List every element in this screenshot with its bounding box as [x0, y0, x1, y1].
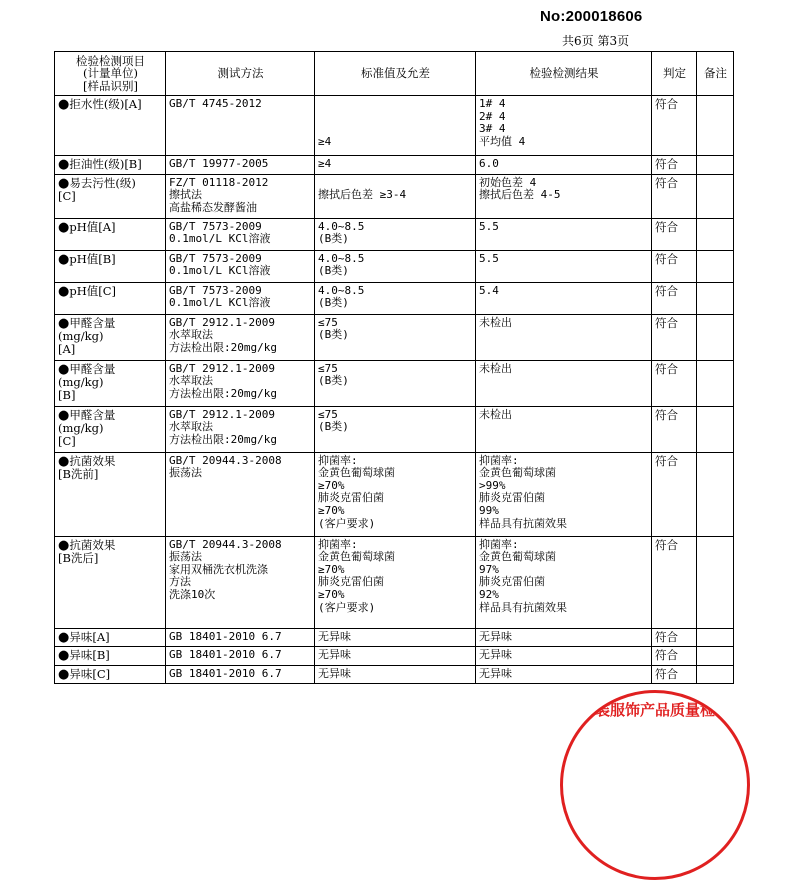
item-label: 异味[B] [69, 648, 110, 663]
bullet-icon: ● [58, 219, 70, 235]
table-row [55, 314, 734, 360]
cell-result: 5.5 [476, 250, 652, 282]
cell-item [55, 536, 166, 628]
cell-verdict: 符合 [652, 314, 697, 360]
table-row [55, 360, 734, 406]
cell-verdict: 符合 [652, 647, 697, 666]
cell-result: 无异味 [476, 647, 652, 666]
page-info: 共6页 第3页 [562, 34, 630, 48]
cell-standard: ≤75 (B类) [315, 406, 476, 452]
cell-item [55, 665, 166, 684]
cell-result: 抑菌率: 金黄色葡萄球菌 >99% 肺炎克雷伯菌 99% 样品具有抗菌效果 [476, 452, 652, 536]
cell-standard: 抑菌率: 金黄色葡萄球菌 ≥70% 肺炎克雷伯菌 ≥70% (客户要求) [315, 452, 476, 536]
cell-verdict: 符合 [652, 96, 697, 156]
item-label: pH值[B] [69, 251, 116, 266]
stamp-text: …装服饰产品质量检… [579, 701, 730, 719]
cell-item [55, 174, 166, 218]
cell-result: 5.5 [476, 218, 652, 250]
table-row [55, 96, 734, 156]
cell-standard: 无异味 [315, 665, 476, 684]
report-number: No:200018606 [540, 8, 643, 25]
cell-remark [697, 174, 734, 218]
cell-verdict: 符合 [652, 536, 697, 628]
cell-item [55, 452, 166, 536]
bullet-icon: ● [58, 453, 70, 469]
cell-remark [697, 647, 734, 666]
cell-verdict: 符合 [652, 360, 697, 406]
cell-standard: 无异味 [315, 628, 476, 647]
cell-method: FZ/T 01118-2012 擦拭法 高盐稀态发酵酱油 [166, 174, 315, 218]
cell-standard: 抑菌率: 金黄色葡萄球菌 ≥70% 肺炎克雷伯菌 ≥70% (客户要求) [315, 536, 476, 628]
cell-remark [697, 406, 734, 452]
cell-item [55, 628, 166, 647]
bullet-icon: ● [58, 97, 70, 112]
cell-method: GB/T 20944.3-2008 振荡法 [166, 452, 315, 536]
cell-standard: ≥4 [315, 96, 476, 156]
table-row [55, 452, 734, 536]
cell-item [55, 314, 166, 360]
cell-remark [697, 156, 734, 175]
cell-verdict: 符合 [652, 218, 697, 250]
cell-remark [697, 96, 734, 156]
cell-standard: ≥4 [315, 156, 476, 175]
cell-item [55, 406, 166, 452]
cell-standard: 擦拭后色差 ≥3-4 [315, 174, 476, 218]
cell-standard: ≤75 (B类) [315, 314, 476, 360]
item-label: 异味[A] [69, 629, 110, 644]
cell-verdict: 符合 [652, 452, 697, 536]
cell-remark [697, 452, 734, 536]
cell-method: GB 18401-2010 6.7 [166, 665, 315, 684]
table-row [55, 250, 734, 282]
cell-result: 无异味 [476, 628, 652, 647]
cell-verdict: 符合 [652, 156, 697, 175]
cell-result: 6.0 [476, 156, 652, 175]
cell-method: GB/T 7573-2009 0.1mol/L KCl溶液 [166, 282, 315, 314]
cell-method: GB/T 7573-2009 0.1mol/L KCl溶液 [166, 250, 315, 282]
table-row [55, 647, 734, 666]
bullet-icon: ● [58, 157, 70, 172]
cell-method: GB/T 2912.1-2009 水萃取法 方法检出限:20mg/kg [166, 314, 315, 360]
cell-standard: 4.0~8.5 (B类) [315, 218, 476, 250]
cell-method: GB/T 7573-2009 0.1mol/L KCl溶液 [166, 218, 315, 250]
bullet-icon: ● [58, 407, 70, 423]
item-label: 甲醛含量 (mg/kg) [B] [58, 361, 116, 402]
cell-verdict: 符合 [652, 282, 697, 314]
cell-method: GB/T 2912.1-2009 水萃取法 方法检出限:20mg/kg [166, 360, 315, 406]
cell-standard: ≤75 (B类) [315, 360, 476, 406]
table-row [55, 406, 734, 452]
cell-remark [697, 536, 734, 628]
item-label: 甲醛含量 (mg/kg) [A] [58, 315, 116, 356]
cell-result: 无异味 [476, 665, 652, 684]
cell-verdict: 符合 [652, 174, 697, 218]
cell-result: 未检出 [476, 360, 652, 406]
bullet-icon: ● [58, 315, 70, 331]
column-header-remark: 备注 [697, 52, 734, 96]
table-row [55, 536, 734, 628]
item-label: 异味[C] [69, 666, 111, 681]
cell-result: 未检出 [476, 314, 652, 360]
bullet-icon: ● [58, 666, 70, 682]
bullet-icon: ● [58, 175, 70, 191]
cell-standard: 无异味 [315, 647, 476, 666]
item-label: 甲醛含量 (mg/kg) [C] [58, 407, 116, 448]
cell-method: GB/T 2912.1-2009 水萃取法 方法检出限:20mg/kg [166, 406, 315, 452]
cell-verdict: 符合 [652, 665, 697, 684]
table-row [55, 218, 734, 250]
cell-item [55, 282, 166, 314]
cell-remark [697, 218, 734, 250]
cell-result: 初始色差 4 擦拭后色差 4-5 [476, 174, 652, 218]
item-label: 拒水性(级)[A] [69, 97, 142, 111]
cell-method: GB 18401-2010 6.7 [166, 647, 315, 666]
cell-result: 抑菌率: 金黄色葡萄球菌 97% 肺炎克雷伯菌 92% 样品具有抗菌效果 [476, 536, 652, 628]
cell-result: 1# 4 2# 4 3# 4 平均值 4 [476, 96, 652, 156]
cell-remark [697, 360, 734, 406]
cell-item [55, 96, 166, 156]
cell-method: GB 18401-2010 6.7 [166, 628, 315, 647]
table-row [55, 665, 734, 684]
table-body [55, 96, 734, 684]
bullet-icon: ● [58, 361, 70, 377]
cell-remark [697, 250, 734, 282]
item-label: 抗菌效果 [B洗后] [58, 537, 116, 566]
bullet-icon: ● [58, 537, 70, 553]
bullet-icon: ● [58, 648, 70, 664]
cell-remark [697, 282, 734, 314]
cell-result: 5.4 [476, 282, 652, 314]
cell-remark [697, 314, 734, 360]
item-label: 拒油性(级)[B] [69, 157, 142, 171]
cell-verdict: 符合 [652, 628, 697, 647]
cell-item [55, 250, 166, 282]
cell-item [55, 156, 166, 175]
cell-verdict: 符合 [652, 250, 697, 282]
item-label: pH值[C] [69, 283, 117, 298]
table-row [55, 282, 734, 314]
bullet-icon: ● [58, 629, 70, 645]
cell-remark [697, 665, 734, 684]
cell-remark [697, 628, 734, 647]
table-row [55, 174, 734, 218]
cell-result: 未检出 [476, 406, 652, 452]
column-header-verdict: 判定 [652, 52, 697, 96]
bullet-icon: ● [58, 251, 70, 267]
item-label: pH值[A] [69, 219, 116, 234]
cell-item [55, 647, 166, 666]
cell-item [55, 218, 166, 250]
column-header-item: 检验检测项目 (计量单位) [样品识别] [55, 52, 166, 96]
cell-method: GB/T 4745-2012 [166, 96, 315, 156]
item-label: 易去污性(级) [C] [58, 175, 136, 204]
column-header-method: 测试方法 [166, 52, 315, 96]
inspection-stamp [560, 690, 750, 880]
cell-method: GB/T 19977-2005 [166, 156, 315, 175]
cell-verdict: 符合 [652, 406, 697, 452]
test-results-table [54, 51, 734, 684]
column-header-standard: 标准值及允差 [315, 52, 476, 96]
column-header-result: 检验检测结果 [476, 52, 652, 96]
table-header-row [55, 52, 734, 96]
cell-method: GB/T 20944.3-2008 振荡法 家用双桶洗衣机洗涤 方法 洗涤10次 [166, 536, 315, 628]
cell-item [55, 360, 166, 406]
cell-standard: 4.0~8.5 (B类) [315, 250, 476, 282]
bullet-icon: ● [58, 283, 70, 299]
table-row [55, 628, 734, 647]
item-label: 抗菌效果 [B洗前] [58, 453, 116, 482]
table-row [55, 156, 734, 175]
cell-standard: 4.0~8.5 (B类) [315, 282, 476, 314]
